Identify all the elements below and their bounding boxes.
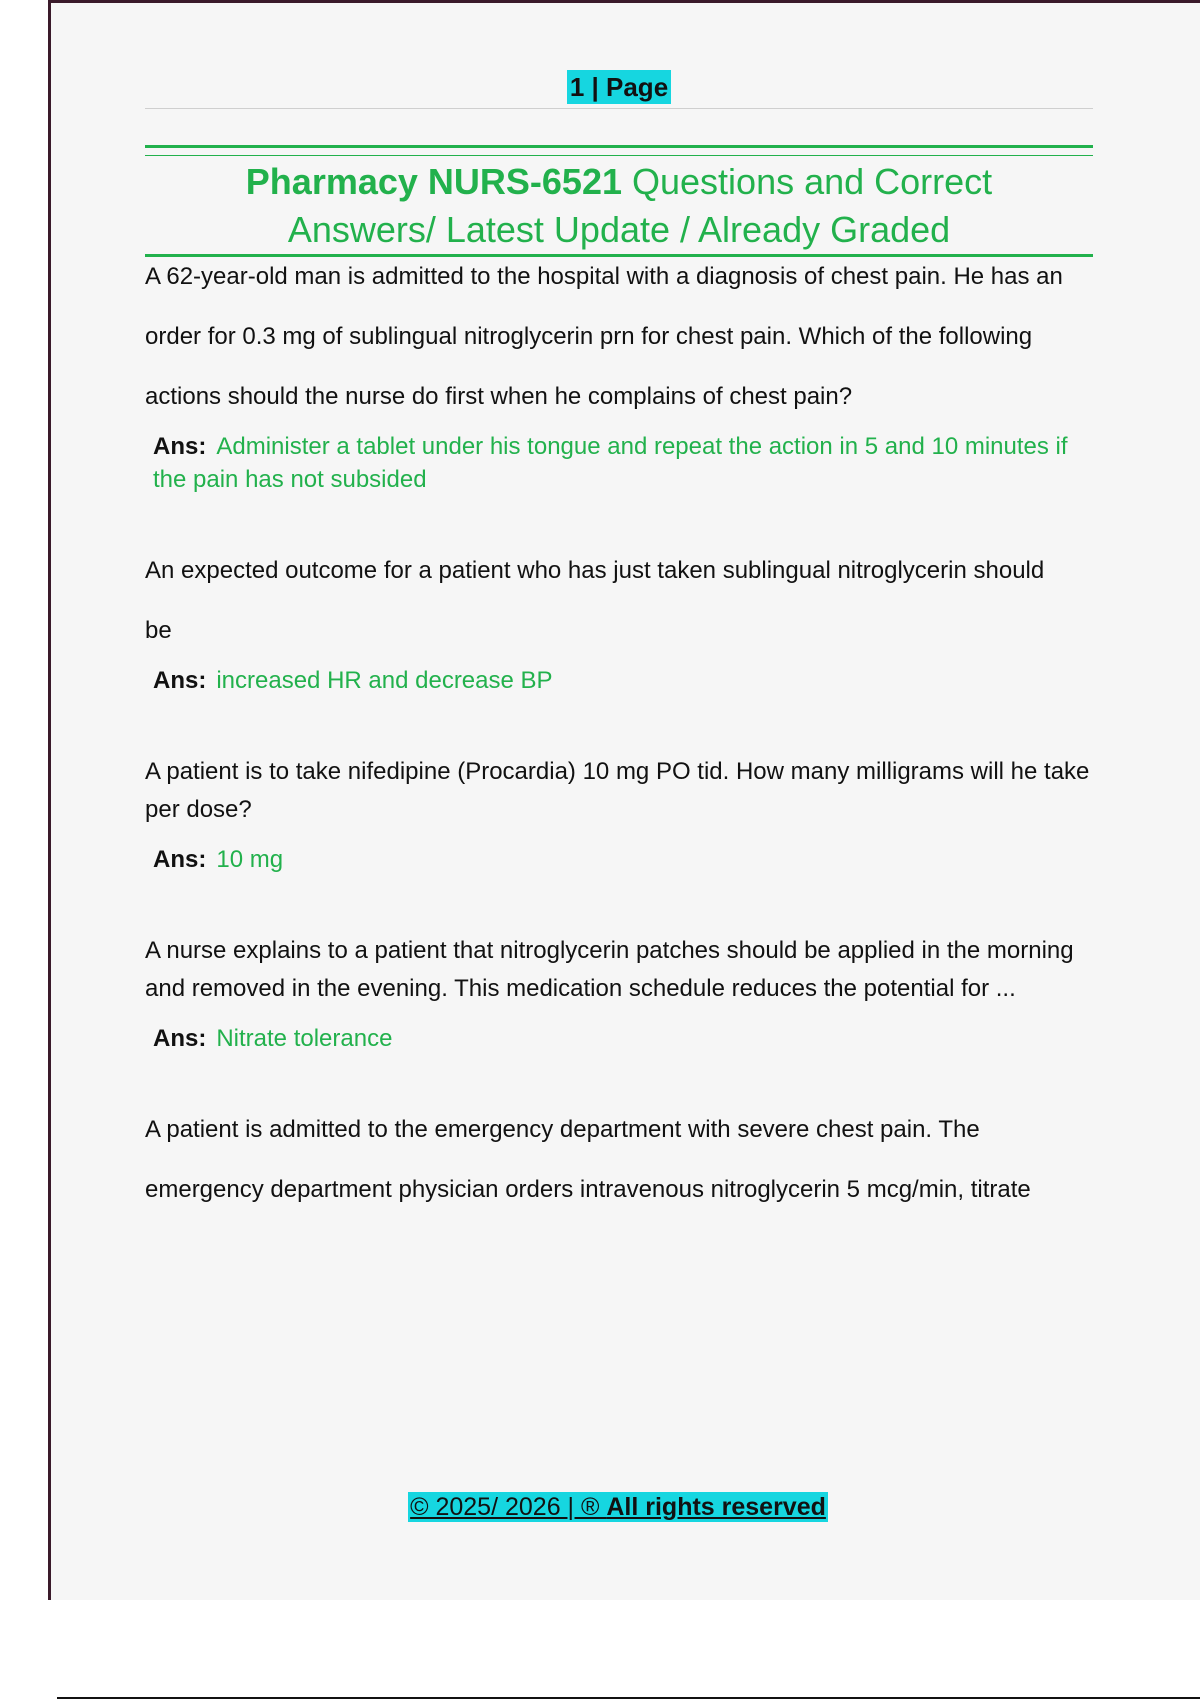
question-text: A patient is admitted to the emergency department with severe chest pain. The xyxy=(145,1116,980,1143)
title-rest: Questions and Correct xyxy=(622,161,993,202)
answer xyxy=(153,430,1093,496)
title-course: Pharmacy NURS-6521 xyxy=(245,161,622,202)
question-text: be xyxy=(145,617,172,644)
answer xyxy=(153,1022,1093,1055)
answer xyxy=(153,664,1093,697)
rights-reserved: All rights reserved xyxy=(606,1493,826,1521)
question-block xyxy=(145,1111,1093,1209)
answer xyxy=(153,843,1093,876)
document-title-block xyxy=(145,145,1093,257)
copyright-years: © 2025/ 2026 | ® xyxy=(410,1493,607,1521)
question-text: emergency department physician orders intravenous nitroglycerin 5 mcg/min, titrate xyxy=(145,1176,1031,1203)
answer-label: Ans: xyxy=(153,1025,207,1052)
page-footer xyxy=(0,1492,1200,1522)
question-text: order for 0.3 mg of sublingual nitroglycerin prn for chest pain. Which of the following xyxy=(145,323,1033,350)
document-title-line-1 xyxy=(145,158,1093,206)
answer-text: Administer a tablet under his tongue and repeat the action in 5 and 10 minutes if the pain has not subsided xyxy=(153,433,1068,493)
question-text: A nurse explains to a patient that nitroglycerin patches should be applied in the morning and removed in the evening. This medication schedule reduces the potential for ... xyxy=(145,937,1074,1002)
question-block xyxy=(145,258,1093,496)
question-block xyxy=(145,753,1093,876)
question-list xyxy=(145,258,1093,1209)
answer-text: 10 mg xyxy=(216,846,284,873)
page-number: 1 | Page xyxy=(567,70,671,104)
bottom-divider xyxy=(57,1697,1200,1699)
answer-text: Nitrate tolerance xyxy=(216,1025,393,1052)
header-divider xyxy=(145,108,1093,109)
question-text: A patient is to take nifedipine (Procardia) 10 mg PO tid. How many milligrams will he take per dose? xyxy=(145,758,1090,823)
question-text: A 62-year-old man is admitted to the hospital with a diagnosis of chest pain. He has an xyxy=(145,263,1063,290)
question-block xyxy=(145,932,1093,1055)
answer-label: Ans: xyxy=(153,433,207,460)
document-title-line-2: Answers/ Latest Update / Already Graded xyxy=(287,209,951,250)
answer-text: increased HR and decrease BP xyxy=(216,667,553,694)
copyright-notice xyxy=(408,1492,828,1522)
answer-label: Ans: xyxy=(153,667,207,694)
page-header xyxy=(145,70,1093,110)
question-block xyxy=(145,552,1093,697)
question-text: actions should the nurse do first when he complains of chest pain? xyxy=(145,383,853,410)
answer-label: Ans: xyxy=(153,846,207,873)
question-text: An expected outcome for a patient who has just taken sublingual nitroglycerin should xyxy=(145,557,1045,584)
